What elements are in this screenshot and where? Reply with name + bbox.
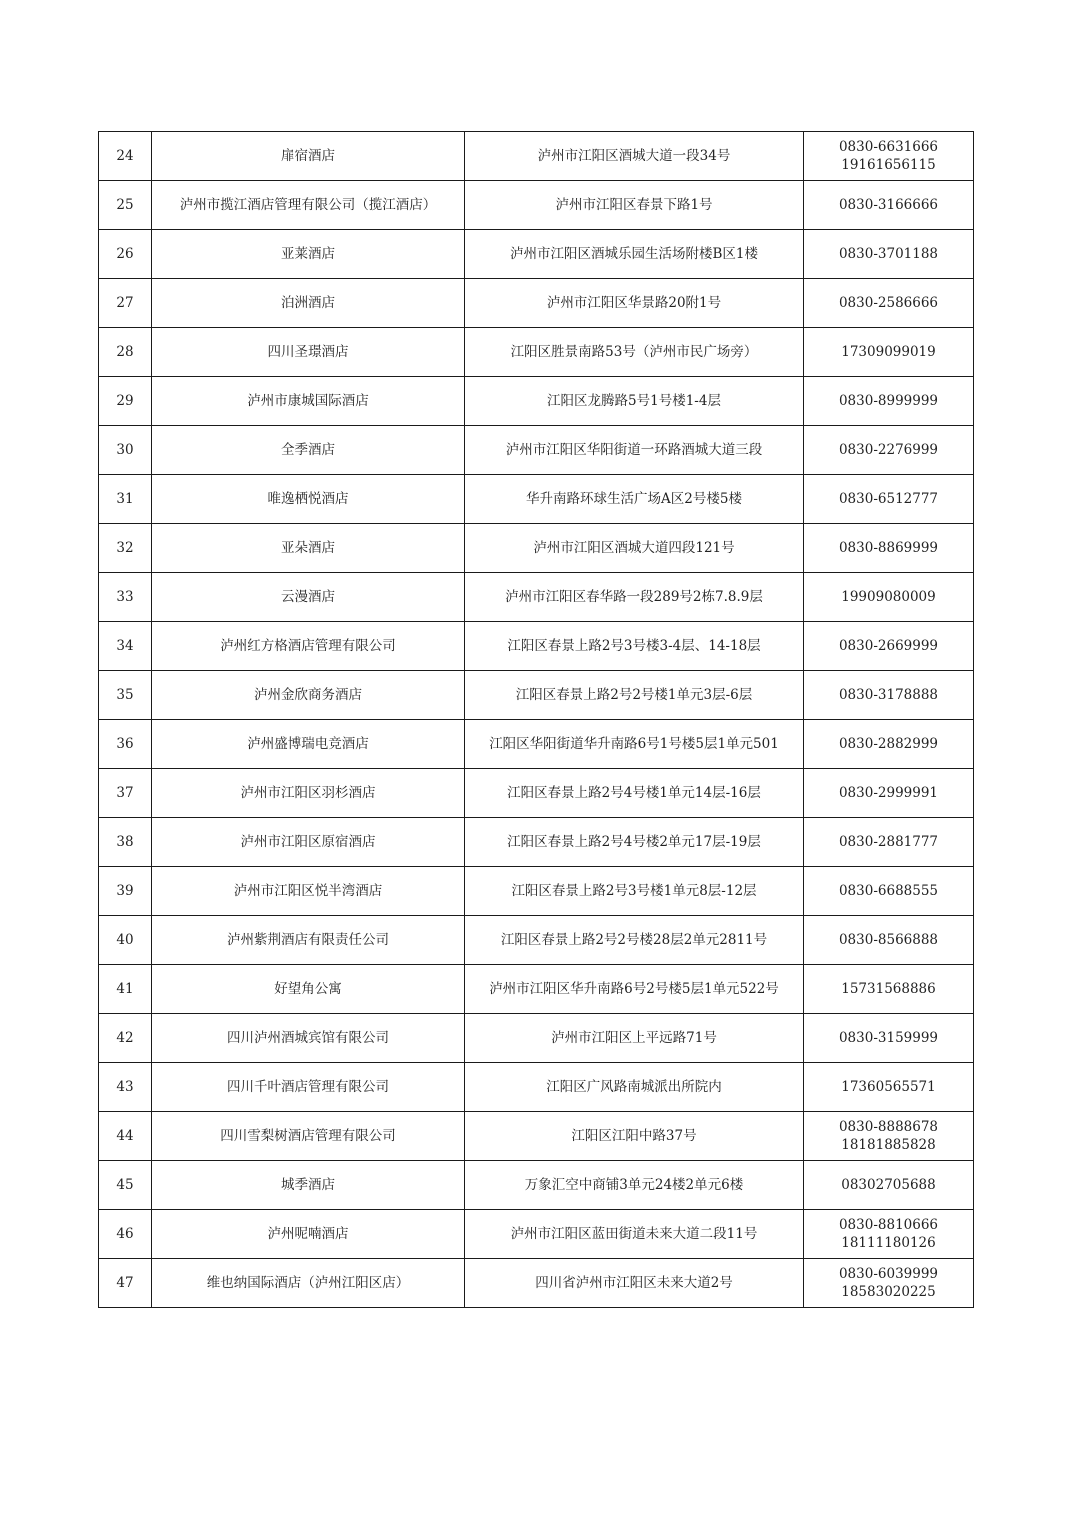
hotel-name-cell: 好望角公寓 (152, 965, 465, 1014)
table-row (99, 181, 974, 230)
hotel-name-cell: 亚莱酒店 (152, 230, 465, 279)
serial-number-cell: 30 (99, 426, 152, 475)
address-cell: 江阳区春景上路2号4号楼2单元17层-19层 (465, 818, 804, 867)
phone-cell (804, 720, 974, 769)
table-row (99, 1161, 974, 1210)
phone-number: 0830-2881777 (838, 834, 939, 850)
table-row (99, 328, 974, 377)
serial-number-cell: 42 (99, 1014, 152, 1063)
hotel-name-cell: 泸州呢喃酒店 (152, 1210, 465, 1259)
phone-number: 0830-3701188 (838, 246, 939, 262)
hotel-name-cell: 云漫酒店 (152, 573, 465, 622)
serial-number-cell: 41 (99, 965, 152, 1014)
phone-number: 0830-6039999 (838, 1266, 939, 1282)
hotel-name-cell: 泸州市江阳区原宿酒店 (152, 818, 465, 867)
address-cell: 江阳区春景上路2号2号楼1单元3层-6层 (465, 671, 804, 720)
hotel-name-cell: 四川泸州酒城宾馆有限公司 (152, 1014, 465, 1063)
hotel-name-cell: 泸州市江阳区羽杉酒店 (152, 769, 465, 818)
phone-number: 0830-2882999 (838, 736, 939, 752)
address-cell: 江阳区龙腾路5号1号楼1-4层 (465, 377, 804, 426)
phone-number: 0830-6688555 (838, 883, 939, 899)
hotel-name-cell: 泸州市江阳区悦半湾酒店 (152, 867, 465, 916)
phone-number: 0830-8869999 (838, 540, 939, 556)
table-row (99, 1259, 974, 1308)
address-cell: 江阳区江阳中路37号 (465, 1112, 804, 1161)
hotel-name-cell: 四川千叶酒店管理有限公司 (152, 1063, 465, 1112)
phone-number: 0830-6631666 (838, 139, 939, 155)
phone-number: 19909080009 (841, 589, 936, 605)
phone-number: 0830-8810666 (838, 1217, 939, 1233)
table-row (99, 1210, 974, 1259)
serial-number-cell: 33 (99, 573, 152, 622)
table-row (99, 426, 974, 475)
address-cell: 泸州市江阳区华升南路6号2号楼5层1单元522号 (465, 965, 804, 1014)
address-cell: 泸州市江阳区春景下路1号 (465, 181, 804, 230)
address-cell: 万象汇空中商铺3单元24楼2单元6楼 (465, 1161, 804, 1210)
serial-number-cell: 32 (99, 524, 152, 573)
table-row (99, 965, 974, 1014)
phone-cell (804, 377, 974, 426)
serial-number-cell: 47 (99, 1259, 152, 1308)
phone-number: 19161656115 (841, 157, 936, 173)
phone-cell (804, 426, 974, 475)
phone-cell (804, 622, 974, 671)
phone-cell (804, 1259, 974, 1308)
table-row (99, 1063, 974, 1112)
phone-number: 0830-2669999 (838, 638, 939, 654)
serial-number-cell: 43 (99, 1063, 152, 1112)
table-row (99, 622, 974, 671)
address-cell: 华升南路环球生活广场A区2号楼5楼 (465, 475, 804, 524)
serial-number-cell: 37 (99, 769, 152, 818)
serial-number-cell: 27 (99, 279, 152, 328)
address-cell: 四川省泸州市江阳区未来大道2号 (465, 1259, 804, 1308)
hotel-name-cell: 四川雪梨树酒店管理有限公司 (152, 1112, 465, 1161)
table-row (99, 573, 974, 622)
phone-number: 0830-8566888 (838, 932, 939, 948)
hotel-list-table (98, 131, 974, 1308)
address-cell: 江阳区春景上路2号3号楼3-4层、14-18层 (465, 622, 804, 671)
address-cell: 泸州市江阳区华景路20附1号 (465, 279, 804, 328)
hotel-name-cell: 全季酒店 (152, 426, 465, 475)
phone-cell (804, 818, 974, 867)
table-row (99, 867, 974, 916)
phone-cell (804, 230, 974, 279)
phone-number: 18583020225 (841, 1284, 936, 1300)
serial-number-cell: 36 (99, 720, 152, 769)
phone-cell (804, 769, 974, 818)
table-row (99, 132, 974, 181)
hotel-name-cell: 泊洲酒店 (152, 279, 465, 328)
phone-cell (804, 524, 974, 573)
address-cell: 江阳区胜景南路53号（泸州市民广场旁） (465, 328, 804, 377)
hotel-name-cell: 泸州紫荆酒店有限责任公司 (152, 916, 465, 965)
phone-number: 0830-8888678 (838, 1119, 939, 1135)
phone-cell (804, 1210, 974, 1259)
phone-number: 15731568886 (841, 981, 936, 997)
phone-cell (804, 916, 974, 965)
address-cell: 江阳区春景上路2号4号楼1单元14层-16层 (465, 769, 804, 818)
table-row (99, 1014, 974, 1063)
table-row (99, 279, 974, 328)
hotel-name-cell: 唯逸栖悦酒店 (152, 475, 465, 524)
table-row (99, 1112, 974, 1161)
table-row (99, 671, 974, 720)
table-row (99, 377, 974, 426)
serial-number-cell: 45 (99, 1161, 152, 1210)
serial-number-cell: 29 (99, 377, 152, 426)
table-row (99, 769, 974, 818)
table-row (99, 818, 974, 867)
phone-number: 18181885828 (841, 1137, 936, 1153)
table-body (99, 132, 974, 1308)
serial-number-cell: 26 (99, 230, 152, 279)
hotel-name-cell: 亚朵酒店 (152, 524, 465, 573)
phone-cell (804, 965, 974, 1014)
phone-cell (804, 573, 974, 622)
phone-cell (804, 867, 974, 916)
serial-number-cell: 34 (99, 622, 152, 671)
table-row (99, 916, 974, 965)
table-row (99, 475, 974, 524)
phone-cell (804, 671, 974, 720)
phone-number: 0830-6512777 (838, 491, 939, 507)
address-cell: 泸州市江阳区华阳街道一环路酒城大道三段 (465, 426, 804, 475)
serial-number-cell: 38 (99, 818, 152, 867)
serial-number-cell: 39 (99, 867, 152, 916)
phone-number: 17360565571 (841, 1079, 936, 1095)
serial-number-cell: 40 (99, 916, 152, 965)
hotel-name-cell: 泸州市揽江酒店管理有限公司（揽江酒店） (152, 181, 465, 230)
phone-cell (804, 132, 974, 181)
address-cell: 泸州市江阳区上平远路71号 (465, 1014, 804, 1063)
hotel-name-cell: 扉宿酒店 (152, 132, 465, 181)
phone-cell (804, 475, 974, 524)
address-cell: 泸州市江阳区蓝田街道未来大道二段11号 (465, 1210, 804, 1259)
phone-number: 0830-8999999 (838, 393, 939, 409)
table-row (99, 230, 974, 279)
phone-number: 0830-3159999 (838, 1030, 939, 1046)
address-cell: 泸州市江阳区酒城大道一段34号 (465, 132, 804, 181)
phone-cell (804, 279, 974, 328)
phone-number: 18111180126 (841, 1235, 936, 1251)
serial-number-cell: 24 (99, 132, 152, 181)
address-cell: 泸州市江阳区酒城乐园生活场附楼B区1楼 (465, 230, 804, 279)
phone-cell (804, 1161, 974, 1210)
phone-cell (804, 181, 974, 230)
address-cell: 泸州市江阳区酒城大道四段121号 (465, 524, 804, 573)
phone-number: 0830-3166666 (838, 197, 939, 213)
address-cell: 江阳区春景上路2号2号楼28层2单元2811号 (465, 916, 804, 965)
address-cell: 江阳区广风路南城派出所院内 (465, 1063, 804, 1112)
hotel-name-cell: 泸州市康城国际酒店 (152, 377, 465, 426)
serial-number-cell: 46 (99, 1210, 152, 1259)
phone-cell (804, 1063, 974, 1112)
serial-number-cell: 28 (99, 328, 152, 377)
hotel-name-cell: 泸州红方格酒店管理有限公司 (152, 622, 465, 671)
hotel-name-cell: 泸州盛博瑞电竞酒店 (152, 720, 465, 769)
hotel-name-cell: 维也纳国际酒店（泸州江阳区店） (152, 1259, 465, 1308)
phone-number: 08302705688 (841, 1177, 936, 1193)
phone-number: 0830-3178888 (838, 687, 939, 703)
serial-number-cell: 44 (99, 1112, 152, 1161)
phone-cell (804, 1112, 974, 1161)
address-cell: 江阳区春景上路2号3号楼1单元8层-12层 (465, 867, 804, 916)
phone-number: 17309099019 (841, 344, 936, 360)
hotel-name-cell: 四川圣璟酒店 (152, 328, 465, 377)
phone-number: 0830-2276999 (838, 442, 939, 458)
address-cell: 江阳区华阳街道华升南路6号1号楼5层1单元501 (465, 720, 804, 769)
address-cell: 泸州市江阳区春华路一段289号2栋7.8.9层 (465, 573, 804, 622)
phone-number: 0830-2999991 (838, 785, 939, 801)
phone-number: 0830-2586666 (838, 295, 939, 311)
hotel-name-cell: 城季酒店 (152, 1161, 465, 1210)
phone-cell (804, 328, 974, 377)
phone-cell (804, 1014, 974, 1063)
serial-number-cell: 35 (99, 671, 152, 720)
hotel-name-cell: 泸州金欣商务酒店 (152, 671, 465, 720)
serial-number-cell: 31 (99, 475, 152, 524)
table-row (99, 524, 974, 573)
table-row (99, 720, 974, 769)
serial-number-cell: 25 (99, 181, 152, 230)
